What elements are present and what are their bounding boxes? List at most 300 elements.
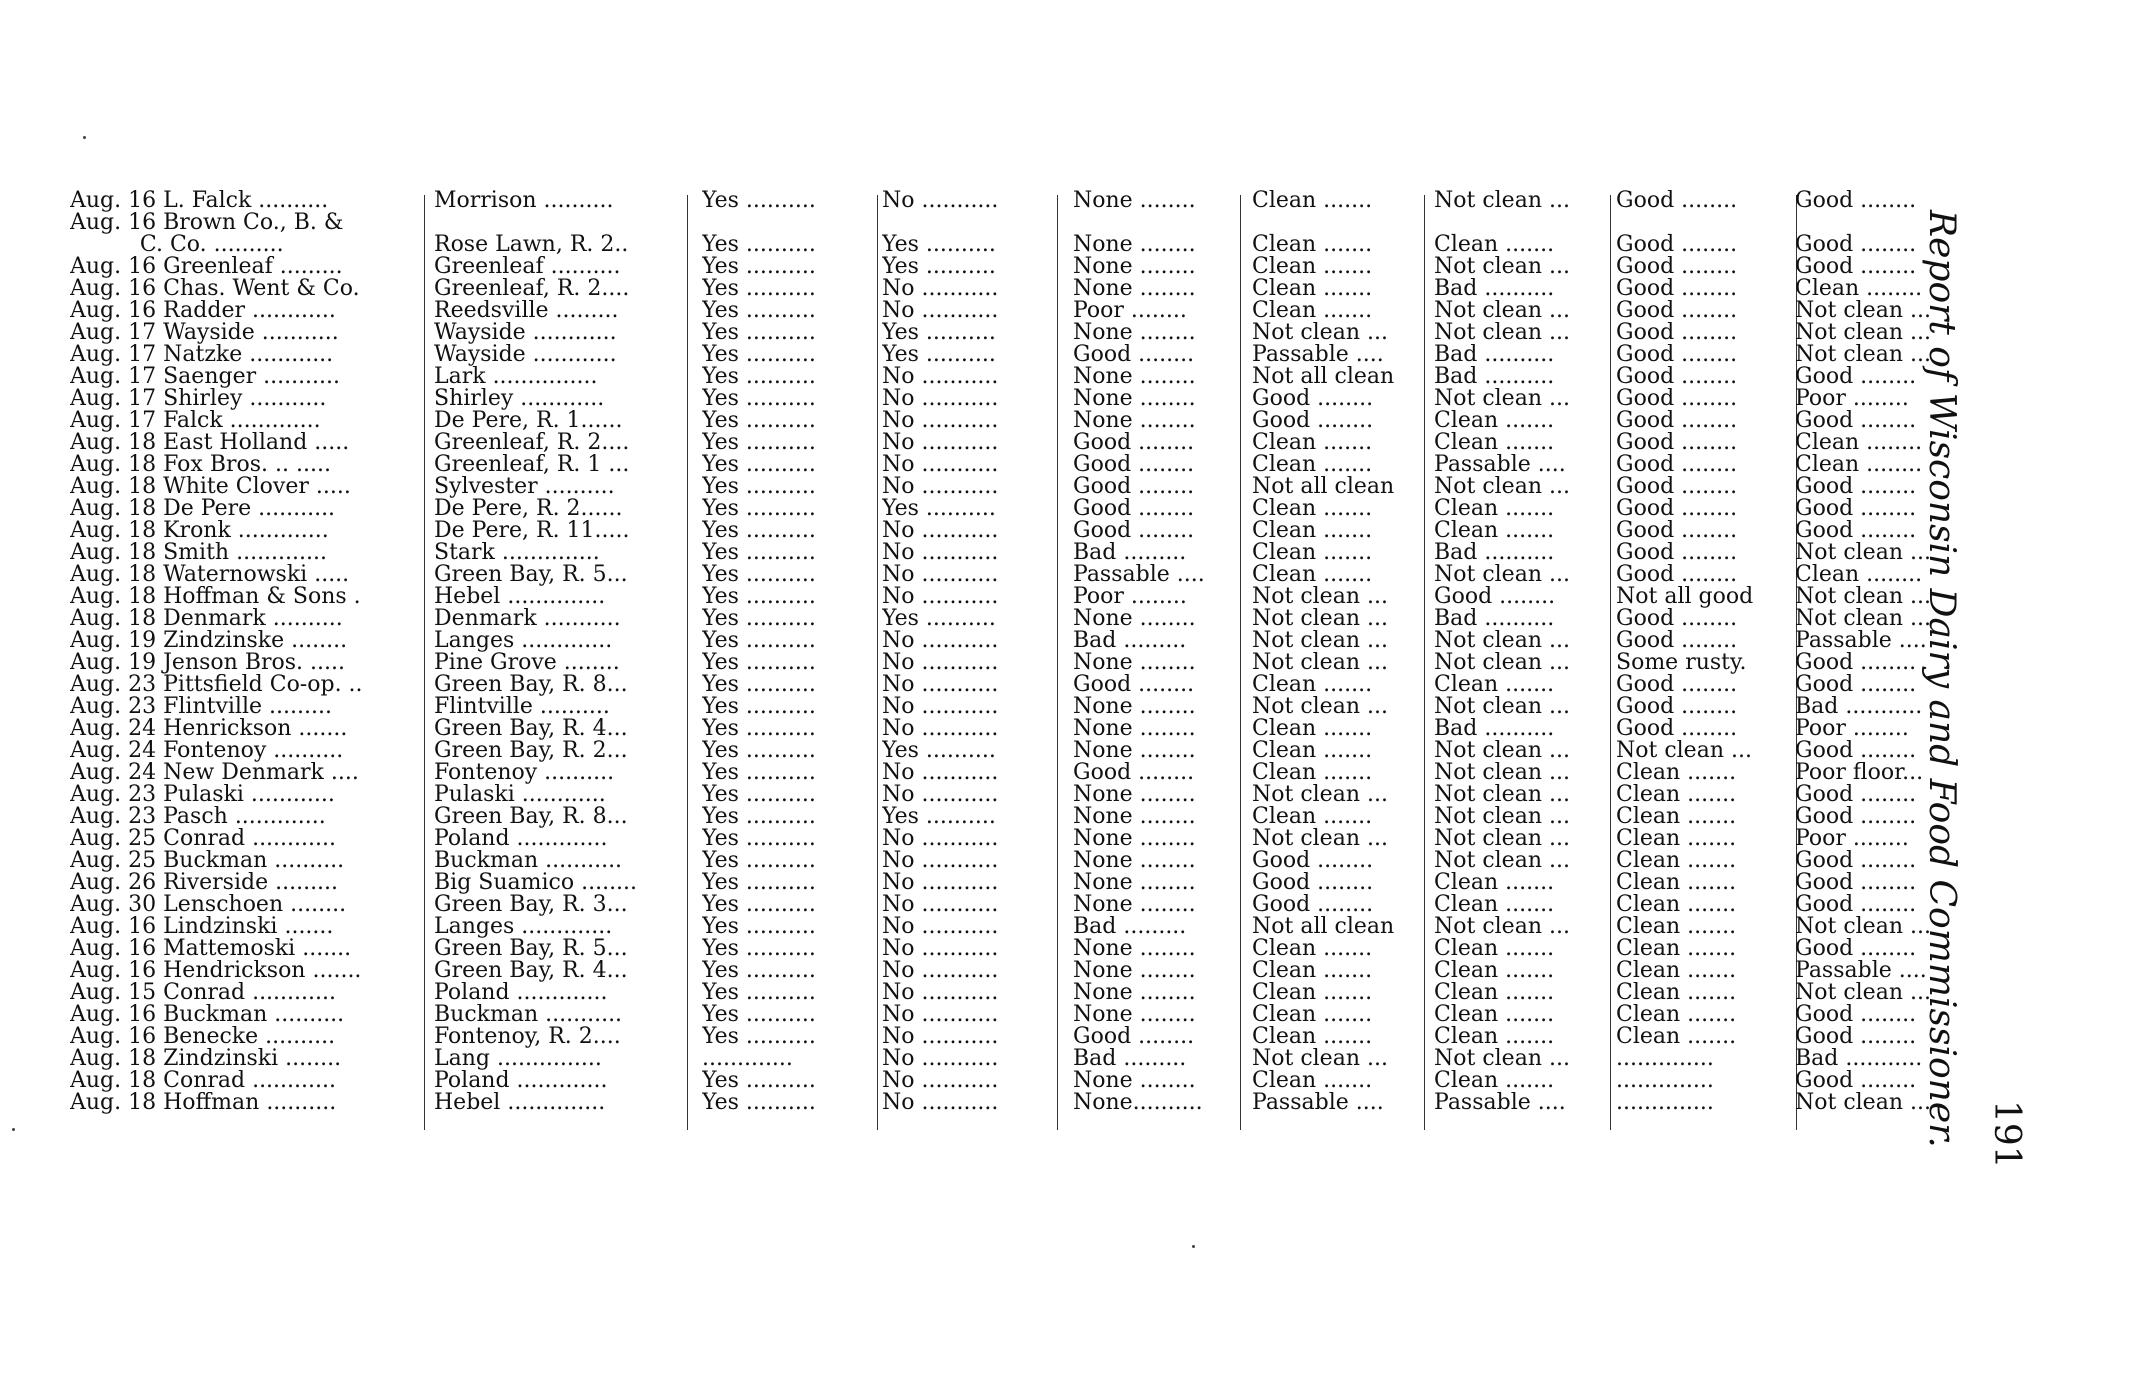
table-cell: Bad .......... (1434, 718, 1555, 740)
table-cell: Yes .......... (882, 256, 996, 278)
table-cell: Not clean ... (1434, 300, 1570, 322)
table-cell: No ........... (882, 1048, 999, 1070)
table-cell: Not clean ... (1252, 828, 1388, 850)
table-cell: Not all clean (1252, 476, 1395, 498)
table-cell: No ........... (882, 366, 999, 388)
table-cell: Clean ........ (1795, 564, 1923, 586)
table-cell: Clean ....... (1252, 1070, 1373, 1092)
table-cell: Aug. 18 Hoffman .......... (70, 1092, 337, 1114)
table-cell: Yes .......... (702, 784, 816, 806)
table-cell: Passable .... (1073, 564, 1205, 586)
table-cell: No ........... (882, 520, 999, 542)
table-cell: Good ........ (1252, 410, 1374, 432)
table-cell: Aug. 18 Zindzinski ........ (70, 1048, 342, 1070)
table-cell: Not clean ... (1434, 256, 1570, 278)
table-cell: Clean ....... (1434, 960, 1555, 982)
table-cell: Clean ....... (1252, 520, 1373, 542)
table-cell: .............. (1616, 1048, 1714, 1070)
table-cell: Not clean ... (1795, 608, 1931, 630)
table-cell: Aug. 16 Benecke .......... (70, 1026, 336, 1048)
table-cell: Clean ....... (1616, 872, 1737, 894)
table-row (70, 850, 1970, 872)
table-cell: Clean ....... (1434, 982, 1555, 1004)
table-cell: Yes .......... (702, 366, 816, 388)
table-cell: Clean ....... (1252, 740, 1373, 762)
table-row (70, 608, 1970, 630)
table-row (70, 476, 1970, 498)
table-cell: No ........... (882, 190, 999, 212)
table-cell: Big Suamico ........ (434, 872, 638, 894)
table-cell: Good ........ (1616, 410, 1738, 432)
table-cell: Langes ............. (434, 916, 613, 938)
table-cell: Yes .......... (702, 806, 816, 828)
table-cell: Yes .......... (702, 696, 816, 718)
table-row (70, 1048, 1970, 1070)
table-cell: Good ........ (1073, 520, 1195, 542)
table-cell: Aug. 24 New Denmark .... (70, 762, 359, 784)
table-cell: Good ........ (1616, 454, 1738, 476)
table-cell: Aug. 18 Smith ............. (70, 542, 327, 564)
table-cell: Not clean ... (1434, 916, 1570, 938)
table-cell: None ........ (1073, 232, 1196, 256)
table-row (70, 960, 1970, 982)
table-cell: No ........... (882, 432, 999, 454)
table-cell: Langes ............. (434, 630, 613, 652)
table-cell: Not clean ... (1795, 322, 1931, 344)
table-cell: Aug. 17 Shirley ........... (70, 388, 327, 410)
table-cell: Good ........ (1795, 784, 1917, 806)
table-cell: Clean ....... (1434, 1070, 1555, 1092)
table-cell: Aug. 17 Saenger ........... (70, 366, 341, 388)
table-cell: Shirley ............ (434, 388, 605, 410)
table-cell: Not clean ... (1434, 806, 1570, 828)
table-cell: Fontenoy, R. 2.... (434, 1026, 621, 1048)
table-cell: Not clean ... (1252, 630, 1388, 652)
table-cell: Poor ........ (1073, 300, 1187, 322)
table-cell: Good ........ (1616, 232, 1738, 256)
table-cell: Yes .......... (882, 232, 996, 256)
table-cell: Aug. 23 Pasch ............. (70, 806, 326, 828)
table-cell: Clean ....... (1434, 938, 1555, 960)
table-row (70, 256, 1970, 278)
table-cell: Green Bay, R. 5... (434, 938, 628, 960)
table-cell: Clean ....... (1252, 278, 1373, 300)
table-cell: Bad .......... (1434, 366, 1555, 388)
running-head: Report of Wisconsin Dairy and Food Commissioner. (1921, 210, 1962, 1148)
table-cell: Good ........ (1616, 564, 1738, 586)
table-cell: Good ........ (1073, 476, 1195, 498)
table-cell: Not clean ... (1252, 586, 1388, 608)
table-cell: Aug. 16 Hendrickson ....... (70, 960, 362, 982)
table-cell: Good ........ (1616, 190, 1738, 212)
table-cell: Yes .......... (702, 388, 816, 410)
table-cell: Not clean ... (1616, 740, 1752, 762)
table-cell: Not clean ... (1434, 1048, 1570, 1070)
table-cell: None ........ (1073, 410, 1196, 432)
table-cell: Morrison .......... (434, 190, 614, 212)
table-cell: None ........ (1073, 1004, 1196, 1026)
table-cell: Aug. 18 East Holland ..... (70, 432, 350, 454)
table-cell: Bad ......... (1073, 630, 1187, 652)
table-cell: Poor ........ (1073, 586, 1187, 608)
table-cell: Aug. 18 White Clover ..... (70, 476, 351, 498)
table-cell: No ........... (882, 278, 999, 300)
table-cell: Good ........ (1616, 344, 1738, 366)
table-cell: Aug. 25 Conrad ............ (70, 828, 336, 850)
table-cell: Not clean ... (1434, 322, 1570, 344)
table-cell: None ........ (1073, 938, 1196, 960)
table-cell: None ........ (1073, 190, 1196, 212)
table-cell: None ........ (1073, 696, 1196, 718)
table-cell: Yes .......... (702, 344, 816, 366)
page-number: 191 (1986, 1100, 2027, 1169)
table-cell: Buckman ........... (434, 850, 623, 872)
table-cell: Aug. 16 Brown Co., B. & C. Co. .......... (70, 212, 344, 256)
table-cell: None ........ (1073, 366, 1196, 388)
table-cell: No ........... (882, 630, 999, 652)
table-cell: No ........... (882, 850, 999, 872)
table-cell: Clean ........ (1795, 278, 1923, 300)
table-cell: .............. (1616, 1092, 1714, 1114)
table-cell: None ........ (1073, 1070, 1196, 1092)
table-cell: Clean ....... (1252, 542, 1373, 564)
table-cell: Not clean ... (1795, 542, 1931, 564)
table-cell: Aug. 19 Jenson Bros. ..... (70, 652, 345, 674)
table-cell: Greenleaf, R. 2.... (434, 278, 630, 300)
table-cell: Aug. 16 L. Falck .......... (70, 190, 329, 212)
table-cell: Good ........ (1795, 740, 1917, 762)
table-cell: Poland ............. (434, 828, 608, 850)
table-row (70, 894, 1970, 916)
table-cell: No ........... (882, 300, 999, 322)
table-cell: Not clean ... (1434, 762, 1570, 784)
table-cell: No ........... (882, 1026, 999, 1048)
table-cell: No ........... (882, 586, 999, 608)
table-cell: None ........ (1073, 872, 1196, 894)
inspection-table (70, 190, 1970, 1148)
table-cell: Not clean ... (1252, 652, 1388, 674)
table-cell: Aug. 23 Pulaski ............ (70, 784, 335, 806)
table-cell: Passable .... (1434, 454, 1566, 476)
table-cell: Stark .............. (434, 542, 600, 564)
table-cell: Good ........ (1795, 232, 1917, 256)
table-cell: Not clean ... (1795, 586, 1931, 608)
table-cell: Yes .......... (702, 960, 816, 982)
table-cell: Yes .......... (702, 586, 816, 608)
table-cell: Aug. 30 Lenschoen ........ (70, 894, 347, 916)
table-cell: Clean ....... (1616, 1004, 1737, 1026)
table-cell: Good ........ (1795, 850, 1917, 872)
table-cell: Aug. 18 De Pere ........... (70, 498, 336, 520)
table-cell: Green Bay, R. 3... (434, 894, 628, 916)
table-cell: None.......... (1073, 1092, 1203, 1114)
table-cell: No ........... (882, 454, 999, 476)
table-cell: Not clean ... (1252, 696, 1388, 718)
table-cell: Yes .......... (702, 630, 816, 652)
table-cell: No ........... (882, 982, 999, 1004)
table-cell: Green Bay, R. 4... (434, 718, 628, 740)
table-cell: Yes .......... (702, 1004, 816, 1026)
table-cell: Yes .......... (882, 322, 996, 344)
table-cell: Aug. 17 Natzke ............ (70, 344, 334, 366)
table-row (70, 784, 1970, 806)
table-cell: Yes .......... (702, 542, 816, 564)
table-cell: Pine Grove ........ (434, 652, 620, 674)
table-cell: Green Bay, R. 5... (434, 564, 628, 586)
table-cell: Good ........ (1616, 476, 1738, 498)
table-cell: Clean ....... (1252, 498, 1373, 520)
table-cell: Clean ....... (1434, 1026, 1555, 1048)
table-cell: Green Bay, R. 4... (434, 960, 628, 982)
table-cell: Yes .......... (702, 454, 816, 476)
table-cell: No ........... (882, 564, 999, 586)
table-cell: Yes .......... (702, 256, 816, 278)
table-row (70, 366, 1970, 388)
table-cell: Aug. 16 Buckman .......... (70, 1004, 345, 1026)
table-cell: Good ........ (1252, 850, 1374, 872)
table-cell: De Pere, R. 11..... (434, 520, 630, 542)
table-cell: Yes .......... (702, 520, 816, 542)
table-cell: Not clean ... (1434, 190, 1570, 212)
table-cell: Good ........ (1616, 696, 1738, 718)
table-cell: Aug. 18 Fox Bros. .. ..... (70, 454, 331, 476)
table-cell: Bad .......... (1434, 542, 1555, 564)
table-cell: Clean ....... (1252, 982, 1373, 1004)
table-cell: Not clean ... (1434, 476, 1570, 498)
table-cell: None ........ (1073, 388, 1196, 410)
table-cell: Poland ............. (434, 982, 608, 1004)
table-row (70, 454, 1970, 476)
table-cell: Clean ....... (1252, 806, 1373, 828)
table-cell: Aug. 23 Flintville ......... (70, 696, 332, 718)
table-row (70, 674, 1970, 696)
table-cell: Passable .... (1252, 1092, 1384, 1114)
table-cell: Aug. 24 Henrickson ....... (70, 718, 348, 740)
table-cell: Yes .......... (702, 410, 816, 432)
table-cell: Aug. 24 Fontenoy .......... (70, 740, 344, 762)
table-cell: Good ........ (1616, 498, 1738, 520)
table-cell: Aug. 26 Riverside ......... (70, 872, 339, 894)
table-cell: Yes .......... (702, 278, 816, 300)
table-cell: Good ........ (1434, 586, 1556, 608)
table-cell: Buckman ........... (434, 1004, 623, 1026)
table-cell: Not clean ... (1434, 740, 1570, 762)
table-cell: No ........... (882, 718, 999, 740)
table-cell: Greenleaf, R. 2.... (434, 432, 630, 454)
table-cell: Yes .......... (702, 652, 816, 674)
table-cell: Not clean ... (1434, 850, 1570, 872)
table-cell: Yes .......... (702, 872, 816, 894)
table-row (70, 278, 1970, 300)
table-cell: Poor floor... (1795, 762, 1924, 784)
table-cell: Lark ............... (434, 366, 598, 388)
table-row (70, 1092, 1970, 1114)
table-cell: Clean ....... (1252, 718, 1373, 740)
table-cell: Green Bay, R. 2... (434, 740, 628, 762)
table-row (70, 1026, 1970, 1048)
table-cell: No ........... (882, 476, 999, 498)
table-cell: Yes .......... (882, 498, 996, 520)
table-cell: Clean ....... (1434, 894, 1555, 916)
table-cell: Passable .... (1434, 1092, 1566, 1114)
table-cell: Good ........ (1795, 520, 1917, 542)
table-cell: Yes .......... (702, 674, 816, 696)
table-cell: Clean ....... (1252, 232, 1373, 256)
table-cell: Good ........ (1616, 366, 1738, 388)
table-cell: Yes .......... (702, 1026, 816, 1048)
table-cell: Flintville .......... (434, 696, 610, 718)
table-cell: Good ........ (1073, 344, 1195, 366)
table-cell: Clean ....... (1252, 1026, 1373, 1048)
table-cell: Aug. 19 Zindzinske ........ (70, 630, 348, 652)
table-cell: None ........ (1073, 652, 1196, 674)
table-cell: Pulaski ............ (434, 784, 606, 806)
table-cell: Passable .... (1795, 960, 1927, 982)
table-cell: Yes .......... (702, 300, 816, 322)
table-row (70, 586, 1970, 608)
table-cell: Not all good (1616, 586, 1754, 608)
table-cell: Bad .......... (1434, 608, 1555, 630)
table-cell: Clean ....... (1434, 432, 1555, 454)
table-cell: Poor ........ (1795, 828, 1909, 850)
table-row (70, 564, 1970, 586)
table-cell: None ........ (1073, 894, 1196, 916)
table-cell: Aug. 17 Falck ............. (70, 410, 321, 432)
table-cell: No ........... (882, 872, 999, 894)
table-cell: Good ........ (1795, 190, 1917, 212)
table-cell: Bad .......... (1434, 344, 1555, 366)
table-cell: Clean ....... (1616, 828, 1737, 850)
table-cell: Good ........ (1073, 432, 1195, 454)
table-cell: Not clean ... (1434, 564, 1570, 586)
table-row (70, 344, 1970, 366)
table-cell: Yes .......... (702, 938, 816, 960)
table-cell: Clean ....... (1434, 674, 1555, 696)
table-cell: No ........... (882, 1004, 999, 1026)
table-row (70, 520, 1970, 542)
table-cell: Yes .......... (702, 232, 816, 256)
table-row (70, 806, 1970, 828)
table-cell: Clean ....... (1252, 300, 1373, 322)
table-cell: Good ........ (1795, 1026, 1917, 1048)
table-cell: Hebel .............. (434, 1092, 606, 1114)
table-cell: Not clean ... (1252, 1048, 1388, 1070)
table-cell: Poor ........ (1795, 718, 1909, 740)
table-cell: Good ........ (1073, 762, 1195, 784)
table-cell: Good ........ (1616, 388, 1738, 410)
table-cell: None ........ (1073, 982, 1196, 1004)
table-cell: Not clean ... (1434, 630, 1570, 652)
table-cell: Yes .......... (702, 982, 816, 1004)
table-cell: Reedsville ......... (434, 300, 619, 322)
table-cell: No ........... (882, 960, 999, 982)
table-cell: Good ........ (1252, 894, 1374, 916)
table-cell: Yes .......... (702, 916, 816, 938)
table-cell: Good ........ (1795, 674, 1917, 696)
table-cell: Clean ....... (1616, 982, 1737, 1004)
table-cell: De Pere, R. 1...... (434, 410, 623, 432)
table-cell: Yes .......... (882, 740, 996, 762)
table-cell: ............. (702, 1048, 793, 1070)
table-cell: No ........... (882, 916, 999, 938)
table-cell: Yes .......... (702, 850, 816, 872)
table-cell: Good ........ (1795, 476, 1917, 498)
table-cell: None ........ (1073, 256, 1196, 278)
table-cell: Good ........ (1073, 498, 1195, 520)
table-cell: Good ........ (1616, 520, 1738, 542)
table-cell: Passable .... (1795, 630, 1927, 652)
table-cell: Good ........ (1795, 1070, 1917, 1092)
table-cell: Good ........ (1795, 938, 1917, 960)
table-cell: Yes .......... (702, 1070, 816, 1092)
table-cell: Yes .......... (702, 564, 816, 586)
table-cell: Yes .......... (702, 894, 816, 916)
table-cell: None ........ (1073, 960, 1196, 982)
table-cell: Aug. 17 Wayside ........... (70, 322, 339, 344)
table-cell: Aug. 15 Conrad ............ (70, 982, 336, 1004)
table-cell: Aug. 23 Pittsfield Co-op. .. (70, 674, 363, 696)
table-cell: No ........... (882, 388, 999, 410)
table-cell: Good ........ (1616, 432, 1738, 454)
table-cell: Passable .... (1252, 344, 1384, 366)
table-cell: Good ........ (1073, 674, 1195, 696)
table-cell: Not clean ... (1795, 344, 1931, 366)
speck (1192, 1245, 1195, 1248)
table-row (70, 498, 1970, 520)
table-cell: Not clean ... (1434, 828, 1570, 850)
table-row (70, 388, 1970, 410)
table-cell: None ........ (1073, 828, 1196, 850)
table-cell: Clean ....... (1616, 850, 1737, 872)
table-cell: Aug. 16 Chas. Went & Co. (70, 278, 360, 300)
table-row (70, 212, 1970, 256)
table-cell: Good ........ (1616, 300, 1738, 322)
table-cell: Yes .......... (702, 1092, 816, 1114)
table-cell: Yes .......... (702, 322, 816, 344)
table-cell: Clean ....... (1434, 520, 1555, 542)
table-cell: Good ........ (1795, 366, 1917, 388)
table-cell: No ........... (882, 542, 999, 564)
table-cell: Good ........ (1795, 872, 1917, 894)
table-cell: No ........... (882, 784, 999, 806)
table-cell: Bad ........... (1795, 696, 1923, 718)
table-cell: No ........... (882, 652, 999, 674)
table-cell: Clean ....... (1252, 256, 1373, 278)
table-row (70, 872, 1970, 894)
table-cell: Not clean ... (1434, 388, 1570, 410)
table-cell: Clean ....... (1252, 938, 1373, 960)
table-cell: Wayside ............ (434, 322, 617, 344)
table-cell: Clean ....... (1434, 1004, 1555, 1026)
table-cell: Clean ........ (1795, 454, 1923, 476)
table-cell: Not clean ... (1252, 608, 1388, 630)
table-cell: Not clean ... (1795, 1092, 1931, 1114)
table-cell: None ........ (1073, 278, 1196, 300)
table-cell: Not clean ... (1795, 982, 1931, 1004)
table-cell: Yes .......... (702, 608, 816, 630)
table-cell: Clean ....... (1616, 960, 1737, 982)
speck (12, 1128, 15, 1131)
table-row (70, 916, 1970, 938)
table-cell: Poor ........ (1795, 388, 1909, 410)
table-row (70, 1004, 1970, 1026)
table-cell: Clean ....... (1616, 916, 1737, 938)
table-cell: None ........ (1073, 850, 1196, 872)
table-row (70, 938, 1970, 960)
table-cell: Yes .......... (882, 806, 996, 828)
table-cell: Yes .......... (702, 828, 816, 850)
table-cell: Clean ....... (1616, 1026, 1737, 1048)
